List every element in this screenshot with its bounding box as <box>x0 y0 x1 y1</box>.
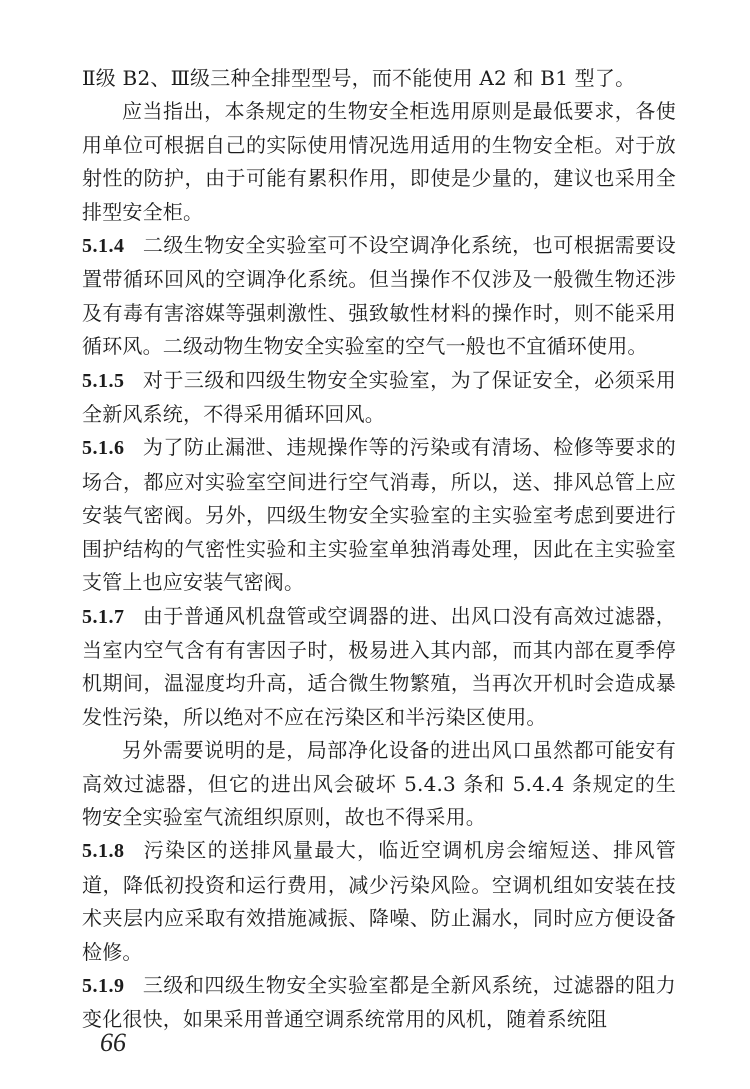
clause-number: 5.1.7 <box>82 605 125 628</box>
paragraph-continuation: Ⅱ级 B2、Ⅲ级三种全排型型号，而不能使用 A2 和 B1 型了。 <box>82 66 636 90</box>
clause-text: 为了防止漏泄、违规操作等的污染或有清场、检修等要求的场合，都应对实验室空间进行空气消毒，所以，送、排风总管上应安装气密阀。另外，四级生物安全实验室的主实验室考虑到要进行围护结构的气密性实验和主实验室单独消毒处理，因此在主实验室支管上也应安装气密阀。 <box>82 435 676 595</box>
clause-5-1-5 <box>82 364 676 432</box>
clause-number: 5.1.6 <box>82 437 125 460</box>
clause-number: 5.1.9 <box>82 974 125 997</box>
clause-5-1-9 <box>82 969 676 1037</box>
clause-5-1-7 <box>82 600 676 735</box>
clause-5-1-6 <box>82 431 676 599</box>
clause-5-1-4 <box>82 229 676 364</box>
clause-text: 三级和四级生物安全实验室都是全新风系统，过滤器的阻力变化很快，如果采用普通空调系统常用的风机，随着系统阻 <box>82 972 676 1032</box>
paragraph-note: 应当指出，本条规定的生物安全柜选用原则是最低要求，各使用单位可根据自己的实际使用情况选用适用的生物安全柜。对于放射性的防护，由于可能有累积作用，即使是少量的，建议也采用全排型安全柜。 <box>82 99 676 224</box>
clause-text: 污染区的送排风量最大，临近空调机房会缩短送、排风管道，降低初投资和运行费用，减少污染风险。空调机组如安装在技术夹层内应采取有效措施减振、降噪、防止漏水，同时应方便设备检修。 <box>82 838 676 964</box>
clause-number: 5.1.4 <box>82 235 125 258</box>
clause-text: 对于三级和四级生物安全实验室，为了保证安全，必须采用全新风系统，不得采用循环回风。 <box>82 367 676 427</box>
clause-number: 5.1.5 <box>82 369 125 392</box>
clause-text: 二级生物安全实验室可不设空调净化系统，也可根据需要设置带循环回风的空调净化系统。但当操作不仅涉及一般微生物还涉及有毒有害溶媒等强刺激性、强致敏性材料的操作时，则不能采用循环风。二级动物生物安全实验室的空气一般也不宜循环使用。 <box>82 233 676 359</box>
clause-text: 由于普通风机盘管或空调器的进、出风口没有高效过滤器，当室内空气含有有害因子时，极易进入其内部，而其内部在夏季停机期间，温湿度均升高，适合微生物繁殖，当再次开机时会造成暴发性污染，所以绝对不应在污染区和半污染区使用。 <box>82 603 676 729</box>
paragraph-additional-note: 另外需要说明的是，局部净化设备的进出风口虽然都可能安有高效过滤器，但它的进出风会破坏 5.4.3 条和 5.4.4 条规定的生物安全实验室气流组织原则，故也不得采用。 <box>82 738 676 829</box>
page-number: 66 <box>100 1028 126 1057</box>
clause-number: 5.1.8 <box>82 840 125 863</box>
clause-5-1-8 <box>82 834 676 969</box>
document-body <box>82 62 676 1037</box>
